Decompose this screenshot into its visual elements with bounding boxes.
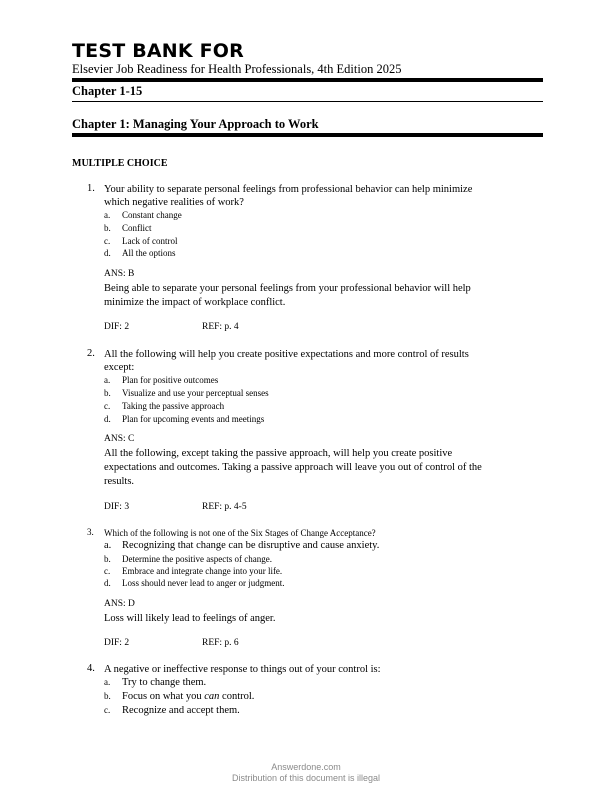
difficulty: DIF: 3 (104, 502, 130, 512)
option-letter: b. (104, 388, 111, 398)
option-letter: a. (104, 375, 111, 385)
option-text: Recognizing that change can be disruptive and cause anxiety. (122, 540, 380, 551)
option-letter: c. (104, 236, 111, 246)
option-letter: b. (104, 223, 111, 233)
difficulty: DIF: 2 (104, 638, 130, 648)
question-stem-line: Your ability to separate personal feelings from professional behavior can help minimize (104, 184, 473, 195)
option-text: Determine the positive aspects of change. (122, 554, 272, 564)
option-text: Focus on what you (122, 691, 205, 702)
option-text: Recognize and accept them. (122, 705, 240, 716)
question-number: 2. (87, 348, 95, 359)
answer-key: ANS: B (104, 269, 135, 279)
option-letter: d. (104, 248, 111, 258)
answer-option (104, 388, 269, 398)
chapter-range: Chapter 1-15 (72, 84, 143, 98)
answer-option (104, 248, 176, 258)
question-stem-line: except: (104, 362, 135, 373)
answer-option (104, 578, 284, 588)
document-title: TEST BANK FOR (72, 40, 244, 62)
option-letter: c. (104, 401, 111, 411)
page-reference: REF: p. 4-5 (202, 502, 247, 512)
answer-option (104, 414, 264, 424)
chapter-range-rule (72, 101, 543, 102)
option-letter: b. (104, 691, 111, 701)
answer-key: ANS: D (104, 599, 135, 609)
option-text-emphasis: can (204, 691, 220, 702)
page-reference: REF: p. 6 (202, 638, 239, 648)
chapter-title: Chapter 1: Managing Your Approach to Work (72, 117, 319, 131)
option-text: All the options (122, 248, 176, 258)
option-text: Loss should never lead to anger or judgment. (122, 578, 285, 588)
option-text: Plan for upcoming events and meetings (122, 414, 265, 424)
rationale-line: All the following, except taking the passive approach, will help you create positive (104, 448, 453, 459)
answer-option (104, 554, 272, 564)
option-text: Try to change them. (122, 677, 207, 688)
rationale-line: expectations and outcomes. Taking a passive approach will leave you out of control of the (104, 462, 482, 473)
question-stem-line: which negative realities of work? (104, 197, 244, 208)
option-text: Visualize and use your perceptual senses (122, 388, 269, 398)
answer-option (104, 223, 152, 233)
option-text: Lack of control (122, 236, 178, 246)
answer-option (104, 691, 254, 702)
question-stem-line: All the following will help you create positive expectations and more control of results (104, 349, 469, 360)
rationale-line: minimize the impact of workplace conflict. (104, 297, 286, 308)
option-text: Embrace and integrate change into your life. (122, 566, 283, 576)
option-text: Conflict (122, 223, 152, 233)
answer-option (104, 401, 224, 411)
option-letter: c. (104, 705, 111, 715)
option-text: Taking the passive approach (122, 401, 225, 411)
option-letter: a. (104, 677, 111, 687)
answer-option (104, 375, 218, 385)
question-number: 4. (87, 663, 95, 674)
answer-key: ANS: C (104, 434, 135, 444)
question-stem-line: A negative or ineffective response to things out of your control is: (104, 664, 381, 675)
answer-option (104, 705, 240, 716)
header-rule (72, 78, 543, 82)
answer-option (104, 210, 182, 220)
page-reference: REF: p. 4 (202, 322, 239, 332)
rationale-line: Being able to separate your personal feelings from your professional behavior will help (104, 283, 471, 294)
document-subtitle: Elsevier Job Readiness for Health Professionals, 4th Edition 2025 (72, 62, 402, 76)
footer-notice: Distribution of this document is illegal (231, 773, 381, 783)
answer-option (104, 677, 206, 688)
question-number: 3. (87, 527, 94, 537)
rationale-line: results. (104, 476, 135, 487)
answer-option (104, 566, 282, 576)
answer-option (104, 540, 379, 551)
difficulty: DIF: 2 (104, 322, 130, 332)
question-stem-line: Which of the following is not one of the Six Stages of Change Acceptance? (104, 528, 376, 538)
option-letter: d. (104, 578, 111, 588)
section-heading: MULTIPLE CHOICE (72, 158, 168, 169)
footer-site: Answerdone.com (271, 762, 341, 772)
option-letter: b. (104, 554, 111, 564)
question-number: 1. (87, 183, 95, 194)
answer-option (104, 236, 177, 246)
option-text: Constant change (122, 210, 182, 220)
option-text: control. (219, 691, 255, 702)
option-letter: c. (104, 566, 111, 576)
option-text: Plan for positive outcomes (122, 375, 219, 385)
option-letter: a. (104, 210, 111, 220)
option-letter: d. (104, 414, 111, 424)
chapter-title-rule (72, 133, 543, 137)
option-letter: a. (104, 540, 112, 551)
rationale-line: Loss will likely lead to feelings of anger. (104, 613, 276, 624)
